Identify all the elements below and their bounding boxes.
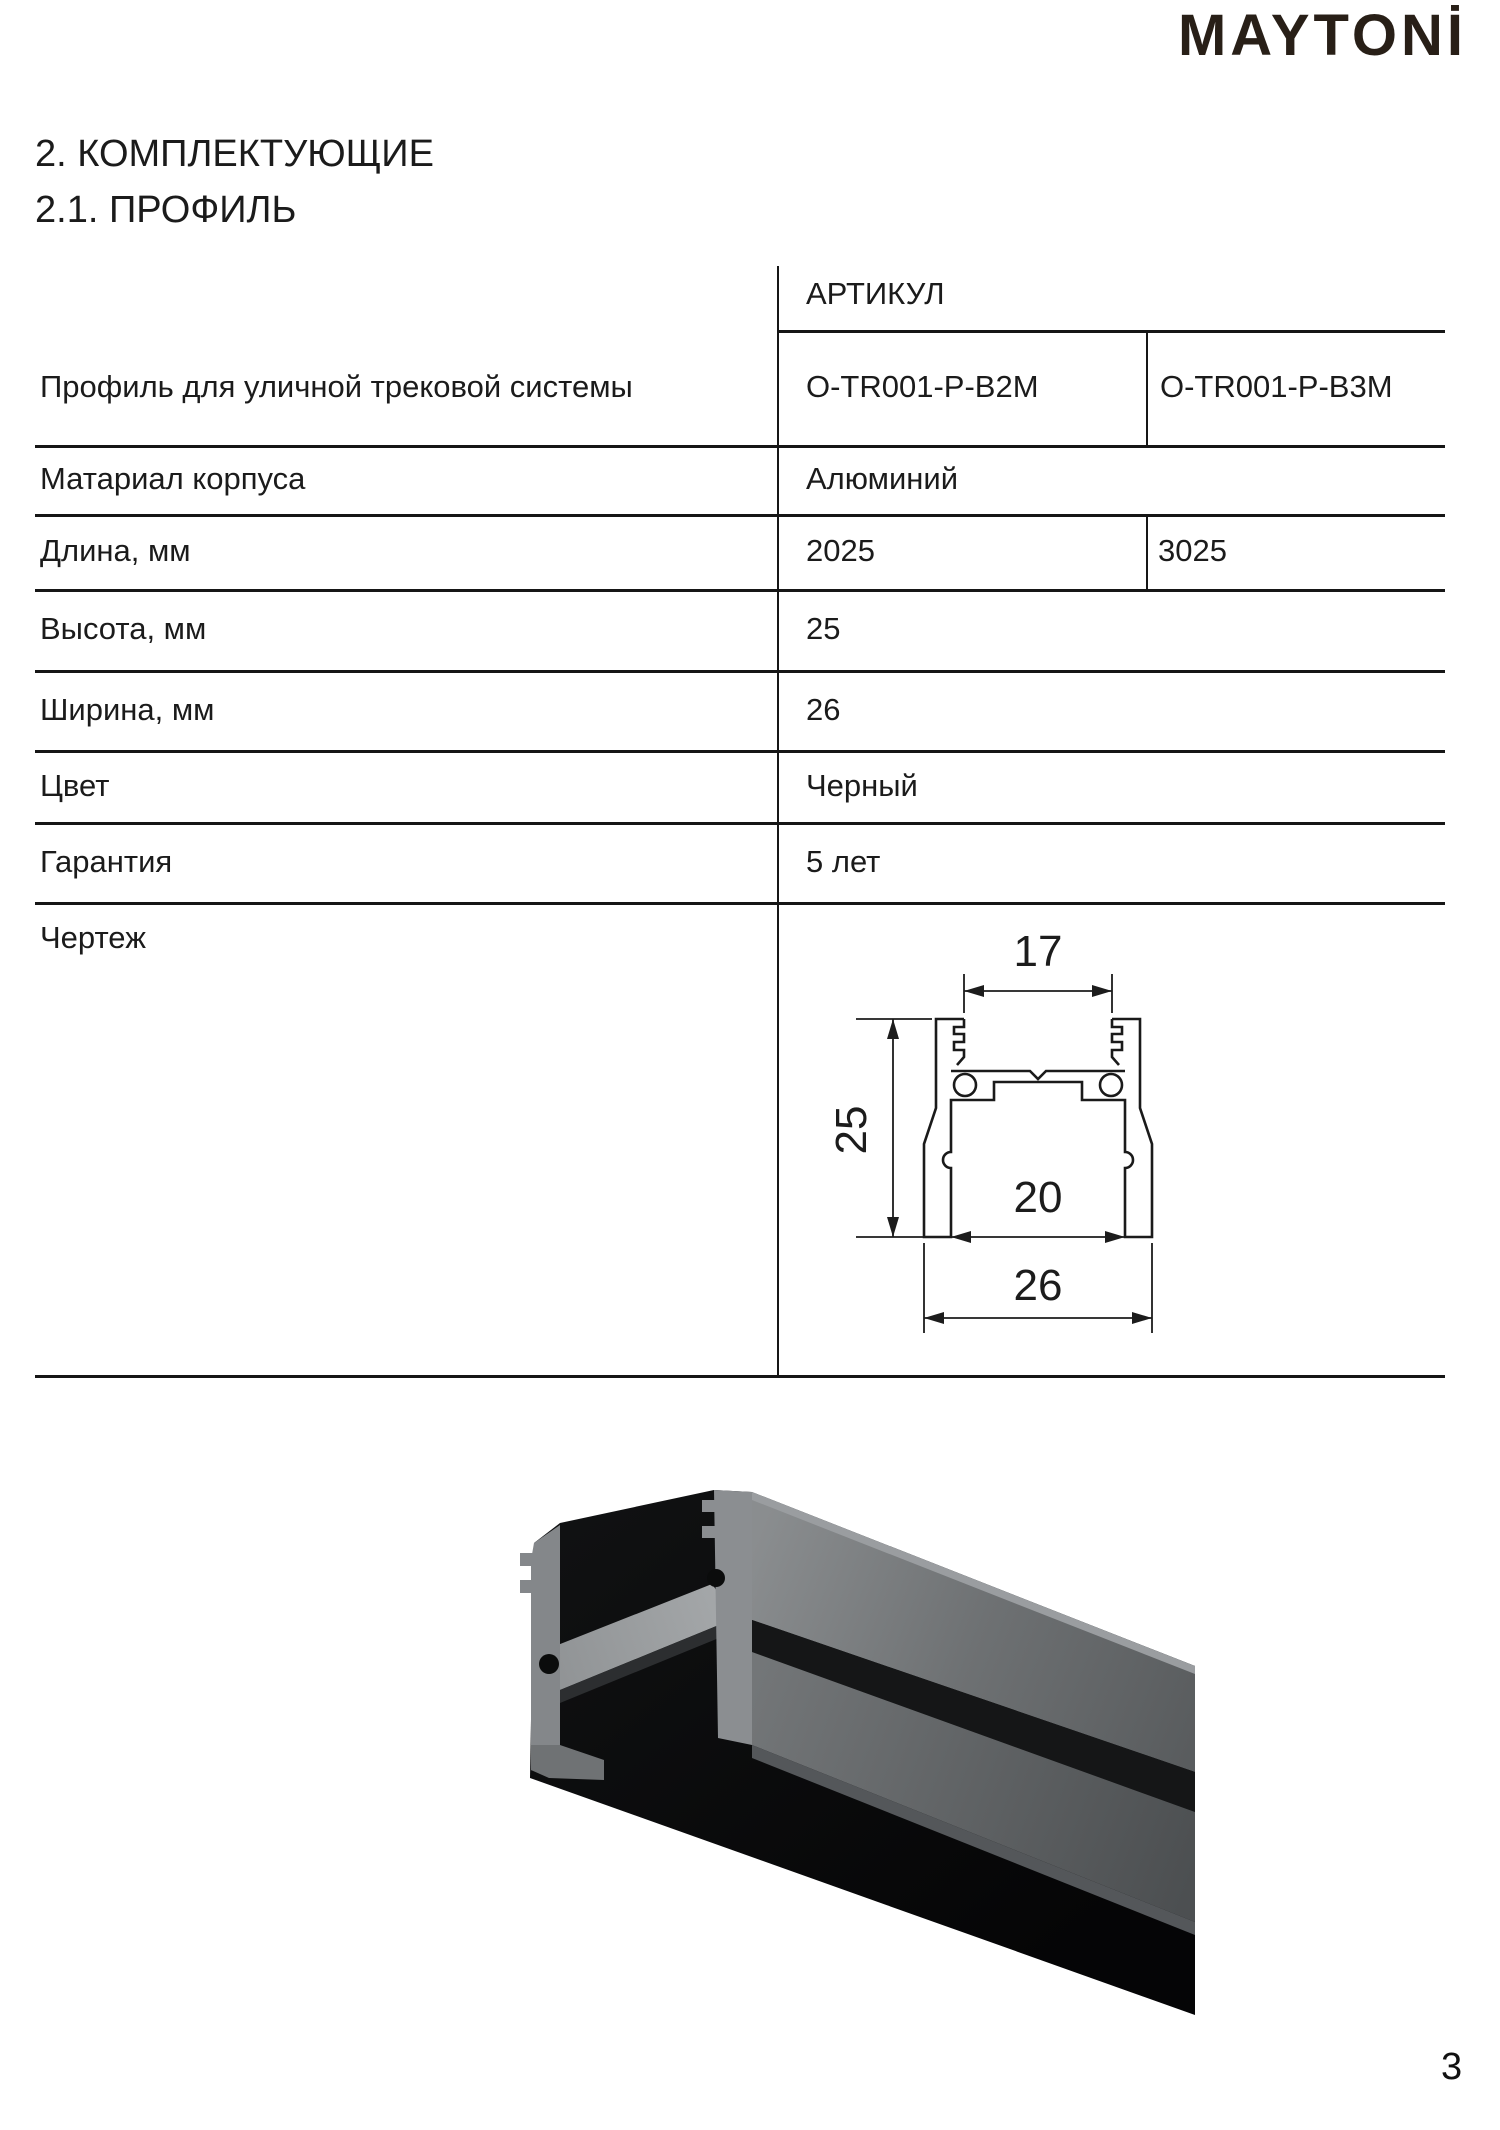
- table-border: [35, 445, 1445, 448]
- row-label-material: Матариал корпуса: [40, 461, 306, 496]
- dim-label-26: 26: [1013, 1261, 1063, 1310]
- table-border: [777, 330, 1445, 333]
- value-material: Алюминий: [806, 461, 959, 496]
- row-label-warranty: Гарантия: [40, 844, 173, 879]
- table-border: [35, 822, 1445, 825]
- article-b3m: O-TR001-P-B3M: [1160, 369, 1393, 404]
- row-label-width: Ширина, мм: [40, 692, 215, 727]
- front-wall-screw-port: [707, 1569, 725, 1587]
- value-height: 25: [806, 611, 841, 646]
- dim-label-20: 20: [1013, 1173, 1063, 1222]
- table-border: [35, 750, 1445, 753]
- value-color: Черный: [806, 768, 918, 803]
- table-border: [35, 670, 1445, 673]
- profile-drawing: [820, 928, 1172, 1338]
- row-label-drawing: Чертеж: [40, 920, 146, 955]
- row-label-height: Высота, мм: [40, 611, 207, 646]
- table-divider-vertical-main: [777, 266, 779, 1375]
- value-length-3m: 3025: [1158, 533, 1227, 568]
- value-length-2m: 2025: [806, 533, 875, 568]
- table-divider-vertical-length: [1146, 514, 1148, 589]
- page-number: 3: [1441, 2046, 1463, 2088]
- front-wall-tooth: [702, 1500, 716, 1512]
- section-heading: 2. КОМПЛЕКТУЮЩИЕ: [35, 133, 434, 175]
- dim-label-17: 17: [1013, 928, 1063, 976]
- table-border: [35, 1375, 1445, 1378]
- value-width: 26: [806, 692, 841, 727]
- table-divider-vertical-articles: [1146, 330, 1148, 445]
- row-label-profile: Профиль для уличной трековой системы: [40, 369, 633, 404]
- dim-label-25: 25: [827, 1105, 876, 1155]
- value-warranty: 5 лет: [806, 844, 881, 879]
- dimension-lines: [856, 974, 1152, 1333]
- article-b2m: O-TR001-P-B2M: [806, 369, 1039, 404]
- row-label-color: Цвет: [40, 768, 110, 803]
- back-wall-cut: [531, 1525, 560, 1776]
- row-label-length: Длина, мм: [40, 533, 191, 568]
- table-header-articul: АРТИКУЛ: [806, 276, 945, 311]
- front-wall-tooth: [702, 1526, 716, 1538]
- profile-photo: [380, 1468, 1195, 2028]
- back-wall-screw-port: [539, 1654, 559, 1674]
- table-border: [35, 902, 1445, 905]
- front-wall-cut: [714, 1490, 752, 1745]
- profile-render: [520, 1490, 1195, 2015]
- subsection-heading: 2.1. ПРОФИЛЬ: [35, 189, 297, 231]
- back-wall-tooth: [520, 1580, 534, 1593]
- maytoni-logo: MAYTONİ: [1177, 3, 1467, 68]
- table-border: [35, 589, 1445, 592]
- back-wall-tooth: [520, 1553, 534, 1566]
- table-border: [35, 514, 1445, 517]
